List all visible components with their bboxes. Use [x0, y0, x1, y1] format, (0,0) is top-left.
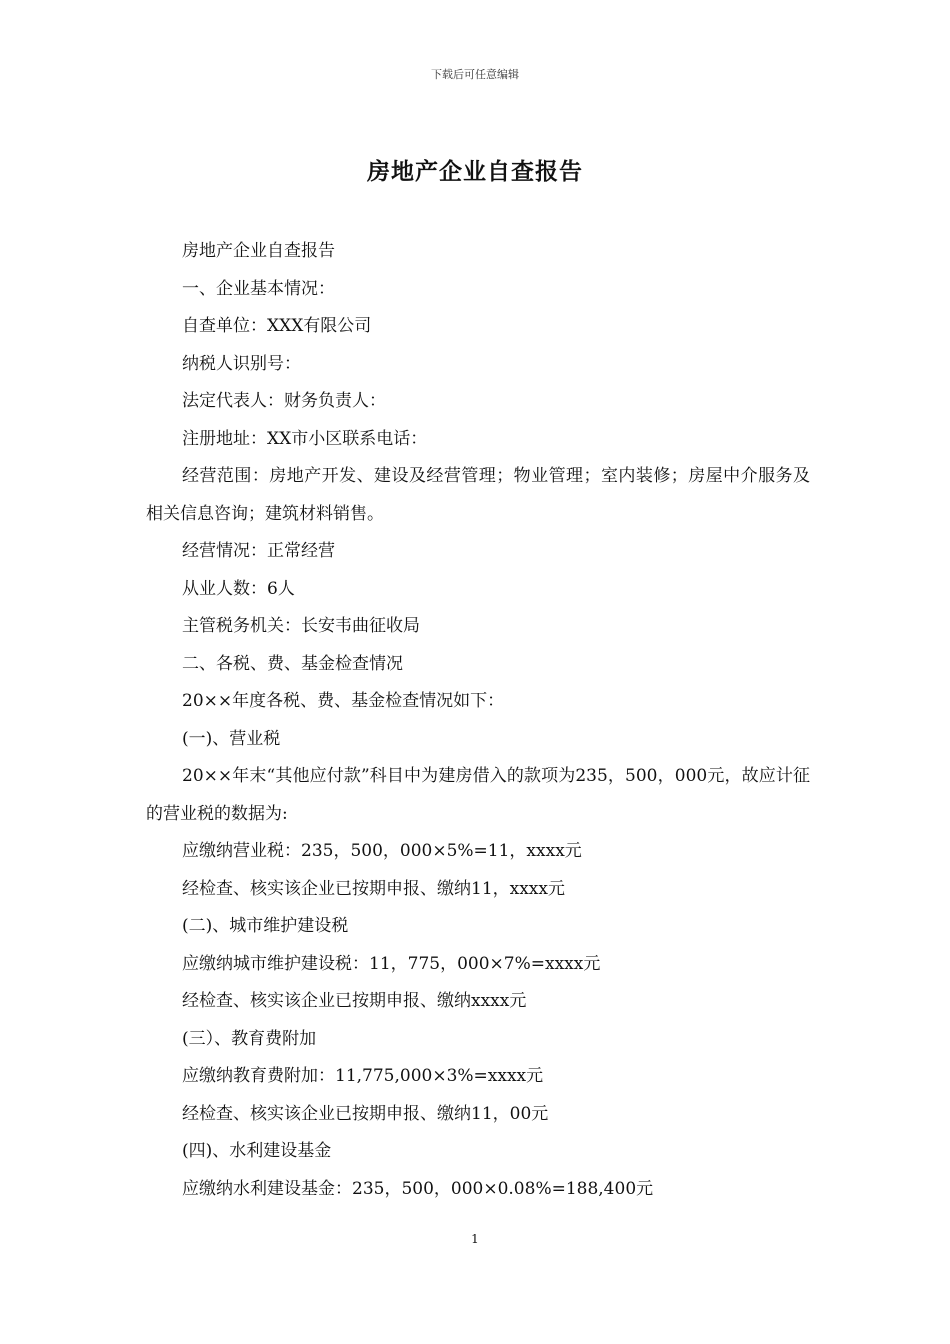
paragraph: (二)、城市维护建设税 — [182, 916, 349, 936]
paragraph: 房地产企业自查报告 — [182, 241, 335, 261]
document-body — [146, 233, 810, 1208]
paragraph: 应缴纳教育费附加：11,775,000×3%=xxxx元 — [182, 1066, 544, 1086]
paragraph: 经营范围：房地产开发、建设及经营管理；物业管理；室内装修；房屋中介服务及相关信息咨询；建筑材料销售。 — [146, 466, 810, 524]
paragraph: 纳税人识别号： — [182, 353, 301, 374]
document-title: 房地产企业自查报告 — [367, 158, 583, 185]
page-number: 1 — [471, 1232, 479, 1246]
paragraph: 一、企业基本情况： — [182, 278, 335, 299]
paragraph: 法定代表人：财务负责人： — [182, 391, 386, 411]
paragraph: 应缴纳水利建设基金：235，500，000×0.08%=188,400元 — [182, 1178, 654, 1199]
paragraph: (四)、水利建设基金 — [182, 1141, 332, 1161]
paragraph: 经营情况：正常经营 — [182, 541, 335, 561]
paragraph: 经检查、核实该企业已按期申报、缴纳11，xxxx元 — [182, 878, 565, 899]
paragraph: 二、各税、费、基金检查情况 — [182, 653, 403, 674]
paragraph: 自查单位：XXX有限公司 — [182, 316, 372, 336]
paragraph: 主管税务机关：长安韦曲征收局 — [182, 616, 420, 636]
paragraph: 经检查、核实该企业已按期申报、缴纳11，00元 — [182, 1103, 549, 1124]
paragraph: 注册地址：XX市小区联系电话： — [182, 428, 428, 449]
paragraph: (一)、营业税 — [182, 728, 281, 749]
paragraph: 应缴纳营业税：235，500，000×5%=11，xxxx元 — [182, 841, 582, 861]
page-header-note: 下载后可任意编辑 — [431, 68, 519, 81]
paragraph: (三）、教育费附加 — [182, 1028, 317, 1049]
paragraph: 经检查、核实该企业已按期申报、缴纳xxxx元 — [182, 991, 527, 1011]
paragraph: 20××年末“其他应付款”科目中为建房借入的款项为235，500，000元，故应计征的营业税的数据为: — [146, 766, 810, 824]
paragraph: 从业人数：6人 — [182, 578, 295, 599]
paragraph: 应缴纳城市维护建设税：11，775，000×7%=xxxx元 — [182, 953, 601, 974]
paragraph: 20××年度各税、费、基金检查情况如下： — [182, 691, 505, 711]
